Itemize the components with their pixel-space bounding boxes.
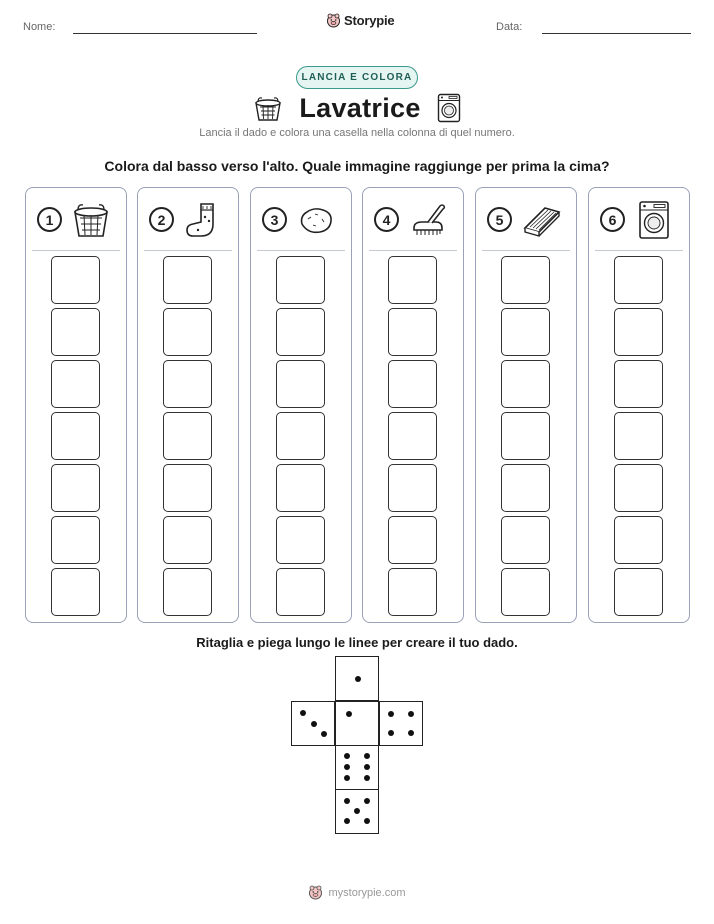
die-pip bbox=[408, 711, 414, 717]
name-label: Nome: bbox=[23, 21, 56, 33]
color-cell[interactable] bbox=[614, 464, 663, 512]
color-cell[interactable] bbox=[614, 516, 663, 564]
color-cell[interactable] bbox=[163, 568, 212, 616]
washing-machine-icon bbox=[634, 200, 674, 240]
die-pip bbox=[355, 676, 361, 682]
column-5 bbox=[475, 187, 577, 623]
color-cell[interactable] bbox=[51, 464, 100, 512]
color-cell[interactable] bbox=[51, 516, 100, 564]
color-cell[interactable] bbox=[163, 308, 212, 356]
color-cell[interactable] bbox=[163, 464, 212, 512]
die-pip bbox=[311, 721, 317, 727]
column-number: 6 bbox=[600, 207, 625, 232]
column-header bbox=[363, 188, 463, 250]
color-cell[interactable] bbox=[276, 464, 325, 512]
color-cell[interactable] bbox=[276, 568, 325, 616]
color-cell[interactable] bbox=[388, 308, 437, 356]
die-instruction: Ritaglia e piega lungo le linee per creare il tuo dado. bbox=[196, 635, 518, 650]
title-row bbox=[0, 89, 714, 127]
color-cell[interactable] bbox=[276, 256, 325, 304]
color-cell[interactable] bbox=[501, 412, 550, 460]
pig-mascot-icon bbox=[326, 13, 341, 28]
page-title: Lavatrice bbox=[299, 92, 421, 123]
column-header bbox=[251, 188, 351, 250]
brand-logo bbox=[326, 13, 394, 28]
column-header bbox=[476, 188, 576, 250]
color-cell[interactable] bbox=[51, 412, 100, 460]
subtitle: Lancia il dado e colora una casella nella colonna di quel numero. bbox=[199, 127, 515, 139]
name-field-line[interactable] bbox=[73, 33, 257, 34]
column-1 bbox=[25, 187, 127, 623]
color-cell[interactable] bbox=[388, 464, 437, 512]
die-pip bbox=[364, 764, 370, 770]
die-pip bbox=[364, 798, 370, 804]
worksheet-header bbox=[0, 0, 714, 40]
column-divider bbox=[482, 250, 570, 251]
color-cell[interactable] bbox=[276, 516, 325, 564]
die-face-4 bbox=[379, 701, 423, 746]
die-pip bbox=[364, 753, 370, 759]
pig-mascot-icon bbox=[308, 885, 323, 900]
scrub-brush-icon bbox=[408, 200, 448, 240]
color-cell[interactable] bbox=[163, 516, 212, 564]
date-label: Data: bbox=[496, 21, 523, 33]
sock-icon bbox=[183, 200, 223, 240]
color-cell[interactable] bbox=[501, 516, 550, 564]
die-pip bbox=[408, 730, 414, 736]
die-pip bbox=[364, 818, 370, 824]
column-number: 5 bbox=[487, 207, 512, 232]
color-cell[interactable] bbox=[163, 360, 212, 408]
color-cell[interactable] bbox=[501, 568, 550, 616]
die-pip bbox=[346, 711, 352, 717]
column-number: 4 bbox=[374, 207, 399, 232]
column-3 bbox=[250, 187, 352, 623]
color-cell[interactable] bbox=[614, 308, 663, 356]
die-face-1 bbox=[335, 656, 379, 701]
die-pip bbox=[344, 798, 350, 804]
die-pip bbox=[344, 764, 350, 770]
die-pip bbox=[388, 730, 394, 736]
color-cell[interactable] bbox=[276, 360, 325, 408]
column-divider bbox=[32, 250, 120, 251]
folded-towel-icon bbox=[521, 200, 561, 240]
column-header bbox=[26, 188, 126, 250]
die-face-6 bbox=[335, 745, 379, 790]
color-cell[interactable] bbox=[388, 568, 437, 616]
color-cell[interactable] bbox=[51, 568, 100, 616]
die-pip bbox=[388, 711, 394, 717]
column-divider bbox=[144, 250, 232, 251]
color-cell[interactable] bbox=[163, 412, 212, 460]
column-number: 3 bbox=[262, 207, 287, 232]
die-pip bbox=[344, 753, 350, 759]
color-cell[interactable] bbox=[501, 308, 550, 356]
column-divider bbox=[595, 250, 683, 251]
column-2 bbox=[137, 187, 239, 623]
die-pip bbox=[321, 731, 327, 737]
coloring-instruction: Colora dal basso verso l'alto. Quale immagine raggiunge per prima la cima? bbox=[104, 158, 610, 174]
color-cell[interactable] bbox=[614, 256, 663, 304]
column-header bbox=[138, 188, 238, 250]
footer bbox=[0, 885, 714, 900]
column-divider bbox=[257, 250, 345, 251]
column-number: 2 bbox=[149, 207, 174, 232]
die-face-3 bbox=[291, 701, 335, 746]
washing-machine-icon bbox=[437, 93, 461, 123]
color-cell[interactable] bbox=[388, 412, 437, 460]
column-header bbox=[589, 188, 689, 250]
color-cell[interactable] bbox=[276, 412, 325, 460]
die-pip bbox=[364, 775, 370, 781]
color-cell[interactable] bbox=[501, 256, 550, 304]
soap-bar-icon bbox=[296, 200, 336, 240]
die-pip bbox=[344, 818, 350, 824]
activity-badge: LANCIA E COLORA bbox=[296, 66, 418, 89]
brand-name: Storypie bbox=[344, 13, 395, 28]
color-cell[interactable] bbox=[51, 360, 100, 408]
color-cell[interactable] bbox=[501, 464, 550, 512]
color-cell[interactable] bbox=[388, 360, 437, 408]
die-face-1 bbox=[335, 701, 379, 746]
laundry-basket-icon bbox=[253, 94, 283, 122]
die-pip bbox=[300, 710, 306, 716]
date-field-line[interactable] bbox=[542, 33, 691, 34]
laundry-basket-icon bbox=[71, 200, 111, 240]
color-cell[interactable] bbox=[388, 516, 437, 564]
color-cell[interactable] bbox=[614, 412, 663, 460]
color-cell[interactable] bbox=[501, 360, 550, 408]
column-6 bbox=[588, 187, 690, 623]
column-number: 1 bbox=[37, 207, 62, 232]
die-pip bbox=[344, 775, 350, 781]
color-cell[interactable] bbox=[51, 308, 100, 356]
color-cell[interactable] bbox=[163, 256, 212, 304]
die-face-5 bbox=[335, 789, 379, 834]
column-divider bbox=[369, 250, 457, 251]
color-cell[interactable] bbox=[51, 256, 100, 304]
footer-url: mystorypie.com bbox=[328, 886, 406, 899]
color-cell[interactable] bbox=[614, 568, 663, 616]
color-cell[interactable] bbox=[614, 360, 663, 408]
color-cell[interactable] bbox=[276, 308, 325, 356]
die-pip bbox=[354, 808, 360, 814]
color-cell[interactable] bbox=[388, 256, 437, 304]
column-4 bbox=[362, 187, 464, 623]
